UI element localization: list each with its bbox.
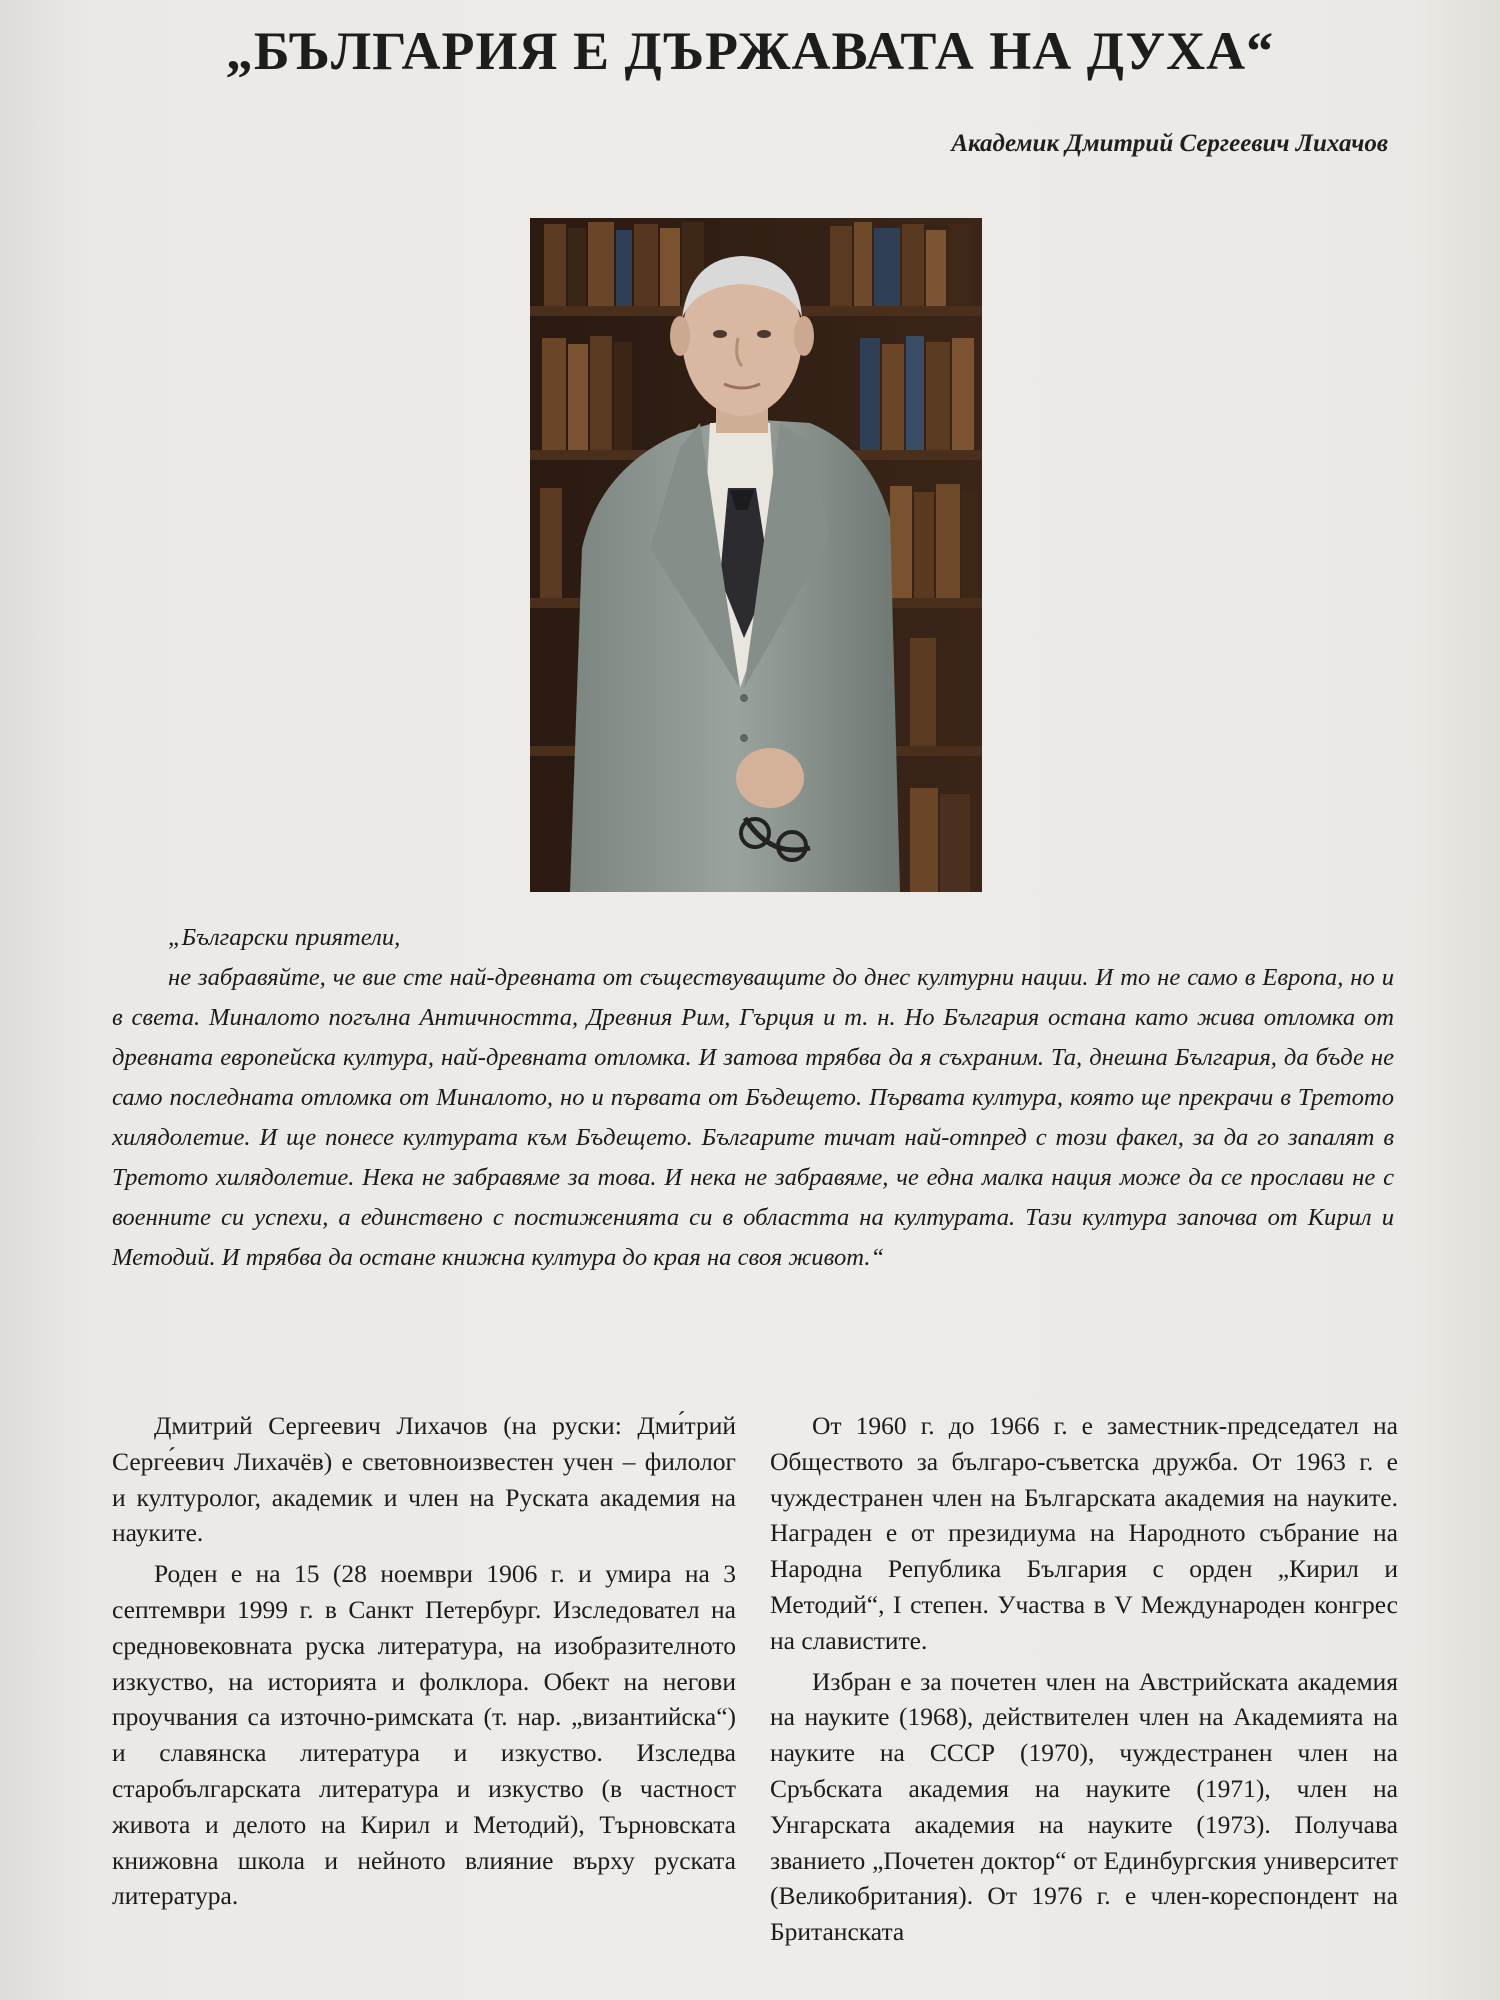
right-paragraph-2: Избран е за почетен член на Австрийската академия на науките (1968), действителен член на Академията на науките на СССР (1970), чуждестранен член на Сръбската академия на науките (1971), член на Унгарската академия на науките (1973). Получава званието „Почетен доктор“ от Единбургския университет (Великобритания). От 1976 г. е член-кореспондент на Британската — [770, 1666, 1398, 1947]
quote-greeting: „Български приятели, — [168, 924, 401, 951]
page-title: „БЪЛГАРИЯ Е ДЪРЖАВАТА НА ДУХА“ — [225, 21, 1275, 81]
quote-block — [112, 918, 1394, 1278]
left-column — [112, 1408, 736, 1919]
right-paragraph-1: От 1960 г. до 1966 г. е заместник-председател на Обществото за българо-съветска дружба. От 1963 г. е чуждестранен член на Българската академия на науките. Награден е от президиума на Народното събрание на Народна Република България с орден „Кирил и Методий“, I степен. Участва в V Международен конгрес на славистите. — [770, 1411, 1398, 1655]
author-byline: Академик Дмитрий Сергеевич Лихачов — [951, 130, 1388, 157]
portrait-photo — [530, 218, 982, 892]
quote-body: не забравяйте, че вие сте най-древната от съществуващите до днес културни нации. И то не само в Европа, но и в света. Миналото погълна Античността, Древния Рим, Гърция и т. н. Но България остана като жива отломка от древната европейска култура, най-древната отломка. И затова трябва да я съхраним. Та, днешна България, да бъде не само последната отломка от Миналото, но и първата от Бъдещето. Първата култура, която ще прекрачи в Третото хилядолетие. И ще понесе културата към Бъдещето. Българите тичат най-отпред с този факел, за да го запалят в Третото хилядолетие. Нека не забравяме за това. И нека не забравяме, че една малка нация може да се прослави не с военните си успехи, а единствено с постиженията си в областта на културата. Тази култура започва от Кирил и Методий. И трябва да остане книжна култура до края на своя живот.“ — [112, 964, 1394, 1271]
right-column — [770, 1408, 1398, 1955]
left-paragraph-2: Роден е на 15 (28 ноември 1906 г. и умира на 3 септември 1999 г. в Санкт Петербург. Изследовател на средновековната руска литература, на изобразителното изкуство, на историята и фолклора. Обект на негови проучвания са източно-римската (т. нар. „византийска“) и славянска литература и изкуство. Изследва старобългарската литература и изкуство (в частност живота и делото на Кирил и Методий), Търновската книжовна школа и нейното влияние върху руската литература. — [112, 1559, 736, 1911]
left-paragraph-1: Дмитрий Сергеевич Лихачов (на руски: Дми́трий Серге́евич Лихачёв) е световноизвестен учен – филолог и културолог, академик и член на Руската академия на науките. — [112, 1411, 736, 1548]
portrait-photo-icon — [530, 218, 982, 892]
